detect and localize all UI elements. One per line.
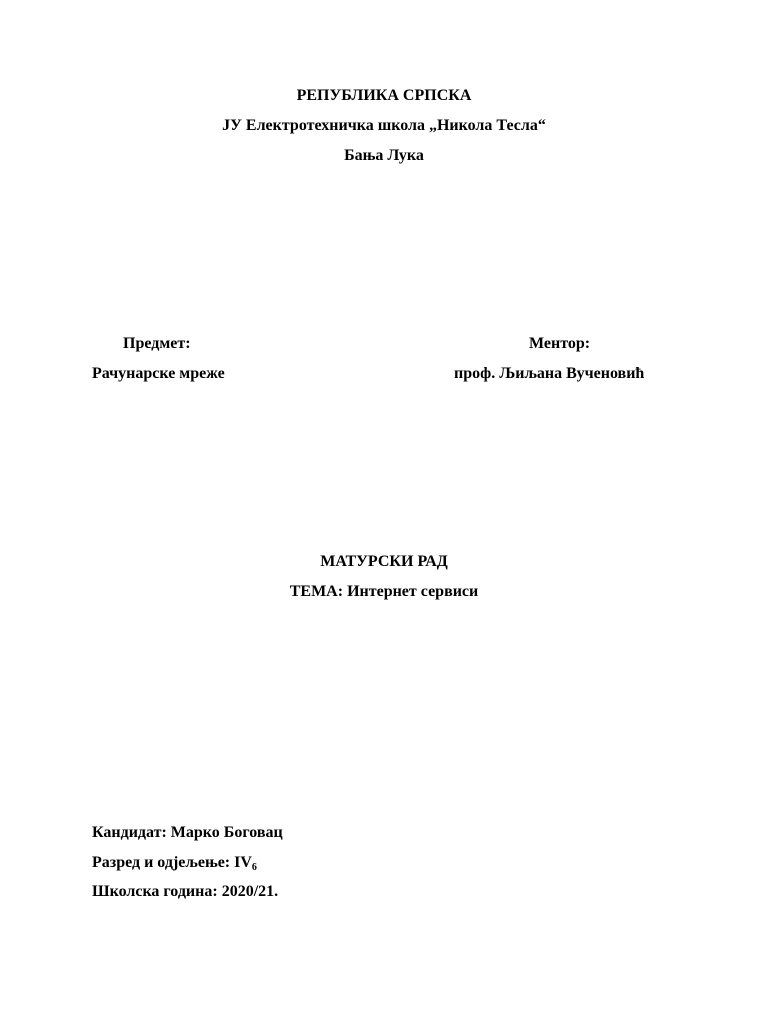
thesis-title: МАТУРСКИ РАД xyxy=(320,553,448,570)
subject-value: Рачунарске мреже xyxy=(92,365,225,382)
mentor-label: Ментор: xyxy=(529,335,591,352)
candidate-class-subscript: 6 xyxy=(251,862,257,873)
candidate-class-label: Разред и одјељење: IV xyxy=(92,854,252,871)
school-name: ЈУ Електротехничка школа „Никола Тесла“ xyxy=(222,117,546,134)
mentor-value: проф. Љиљана Вученовић xyxy=(454,365,645,382)
candidate-name: Кандидат: Марко Боговац xyxy=(92,824,283,841)
school-year: Школска година: 2020/21. xyxy=(92,883,279,900)
thesis-topic: ТЕМА: Интернет сервиси xyxy=(289,583,479,600)
candidate-class xyxy=(92,854,257,872)
city-name: Бања Лука xyxy=(344,147,424,164)
republic-heading: РЕПУБЛИКА СРПСКА xyxy=(296,87,472,104)
subject-label: Предмет: xyxy=(123,335,191,352)
